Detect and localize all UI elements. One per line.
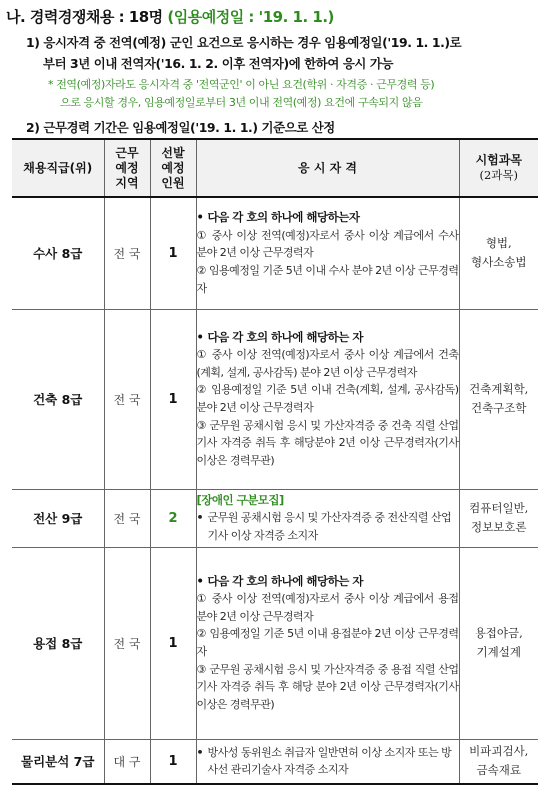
qualification-item: ② 임용예정일 기준 5년 이내 용접분야 2년 이상 근무경력자 bbox=[196, 627, 459, 658]
region-cell: 전 국 bbox=[104, 309, 150, 489]
subject-name: 용접야금, bbox=[474, 626, 523, 640]
bullet-icon: • bbox=[196, 511, 204, 525]
bullet-icon: • bbox=[196, 573, 204, 588]
position-cell: 수사 8급 bbox=[12, 197, 104, 309]
subject-name: 형법, bbox=[485, 236, 512, 251]
subjects-cell bbox=[459, 489, 538, 547]
position-cell: 용접 8급 bbox=[12, 547, 104, 739]
position-cell: 건축 8급 bbox=[12, 309, 104, 489]
section-title bbox=[6, 6, 334, 27]
subject-name: 금속재료 bbox=[476, 763, 521, 778]
subjects-cell bbox=[459, 197, 538, 309]
title-text: 나. 경력경쟁채용 : 18명 bbox=[6, 8, 168, 26]
subjects-cell bbox=[459, 547, 538, 739]
qualification-item: ② 임용예정일 기준 5년 이내 수사 분야 2년 이상 근무경력자 bbox=[196, 264, 459, 295]
table-row bbox=[12, 489, 538, 547]
count-cell: 1 bbox=[150, 197, 196, 309]
note-item-1 bbox=[26, 32, 538, 74]
header-subjects: 시험과목 (2과목) bbox=[459, 139, 538, 197]
region-cell: 전 국 bbox=[104, 197, 150, 309]
heading-text: 다음 각 호의 하나에 해당하는 자 bbox=[207, 573, 363, 588]
bullet-icon: • bbox=[196, 210, 204, 225]
region-cell: 대 구 bbox=[104, 739, 150, 784]
count-cell: 1 bbox=[150, 547, 196, 739]
qualification-heading: [장애인 구분모집] bbox=[196, 492, 284, 507]
region-cell: 전 국 bbox=[104, 547, 150, 739]
qualification-cell bbox=[196, 547, 459, 739]
subject-name: 형사소송법 bbox=[470, 255, 527, 270]
position-cell: 물리분석 7급 bbox=[12, 739, 104, 784]
bullet-text: 방사성 동위원소 취급자 일반면허 이상 소지자 또는 방사선 관리기술사 자격증 소지자 bbox=[207, 745, 452, 777]
recruitment-table bbox=[12, 138, 538, 785]
qualification-bullet bbox=[197, 744, 459, 779]
header-count: 선발 예정 인원 bbox=[150, 139, 196, 197]
subjects-cell bbox=[459, 309, 538, 489]
note-item-1-line-2: 부터 3년 이내 전역자('16. 1. 2. 이후 전역자)에 한하여 응시 가능 bbox=[43, 56, 394, 71]
header-qualification: 응 시 자 격 bbox=[196, 139, 459, 197]
subjects-cell bbox=[459, 739, 538, 784]
subject-name: 기계설계 bbox=[476, 645, 521, 659]
qualification-cell bbox=[196, 489, 459, 547]
qualification-item: ① 중사 이상 전역(예정)자로서 중사 이상 계급에서 수사 분야 2년 이상 근무경력자 bbox=[196, 228, 459, 260]
count-cell: 1 bbox=[150, 739, 196, 784]
qualification-cell bbox=[196, 197, 459, 309]
subject-name: 정보보호론 bbox=[470, 520, 527, 534]
asterisk-note-line-2: 으로 응시할 경우, 임용예정일로부터 3년 이내 전역(예정) 요건에 구속되지 않음 bbox=[60, 96, 423, 109]
position-cell: 전산 9급 bbox=[12, 489, 104, 547]
qualification-item: ③ 군무원 공채시험 응시 및 가산자격증 중 용접 직렬 산업기사 자격증 취득 후 해당 분야 2년 이상 근무경력자(기사 이상은 경력무관) bbox=[196, 662, 459, 711]
region-cell: 전 국 bbox=[104, 489, 150, 547]
subject-name: 비파괴검사, bbox=[469, 744, 529, 759]
table-header-row bbox=[12, 139, 538, 197]
qualification-heading bbox=[197, 329, 459, 347]
appointment-date: (임용예정일 : '19. 1. 1.) bbox=[167, 8, 334, 26]
qualification-item: ① 중사 이상 전역(예정)자로서 중사 이상 계급에서 건축(계획, 설계, 공사감독) 분야 2년 이상 근무경력자 bbox=[196, 348, 459, 379]
asterisk-note-line-1: * 전역(예정)자라도 응시자격 중 '전역군인' 이 아닌 요건(학위 · 자격증 · 근무경력 등) bbox=[48, 78, 435, 91]
header-position: 채용직급(위) bbox=[12, 139, 104, 197]
bullet-text: 군무원 공채시험 응시 및 가산자격증 중 전산직렬 산업기사 이상 자격증 소지자 bbox=[207, 511, 452, 542]
table-row bbox=[12, 739, 538, 784]
count-cell: 1 bbox=[150, 309, 196, 489]
heading-text: 다음 각 호의 하나에 해당하는자 bbox=[207, 210, 360, 225]
count-cell: 2 bbox=[150, 489, 196, 547]
heading-text: 다음 각 호의 하나에 해당하는 자 bbox=[207, 329, 363, 344]
subject-name: 건축구조학 bbox=[470, 401, 527, 415]
qualification-cell bbox=[196, 739, 459, 784]
qualification-heading bbox=[197, 209, 459, 227]
bullet-icon: • bbox=[196, 329, 204, 344]
qualification-item: ② 임용예정일 기준 5년 이내 건축(계획, 설계, 공사감독)분야 2년 이상 근무경력자 bbox=[196, 383, 459, 414]
qualification-heading bbox=[197, 573, 459, 591]
table-row bbox=[12, 309, 538, 489]
qualification-item: ③ 군무원 공채시험 응시 및 가산자격증 중 건축 직렬 산업기사 자격증 취득 후 해당분야 2년 이상 근무경력자(기사 이상은 경력무관) bbox=[196, 418, 459, 467]
qualification-cell bbox=[196, 309, 459, 489]
asterisk-note bbox=[48, 76, 538, 112]
table-row bbox=[12, 547, 538, 739]
header-region: 근무 예정 지역 bbox=[104, 139, 150, 197]
subject-name: 건축계획학, bbox=[469, 382, 529, 396]
qualification-item: ① 중사 이상 전역(예정)자로서 중사 이상 계급에서 용접 분야 2년 이상 근무경력자 bbox=[196, 592, 459, 623]
note-item-1-line-1: 1) 응시자격 중 전역(예정) 군인 요건으로 응시하는 경우 임용예정일('19. 1. 1.)로 bbox=[26, 35, 462, 50]
subject-name: 컴퓨터일반, bbox=[469, 501, 529, 515]
qualification-bullet bbox=[197, 509, 459, 544]
note-item-2: 2) 근무경력 기간은 임용예정일('19. 1. 1.) 기준으로 산정 bbox=[26, 120, 335, 135]
table-row bbox=[12, 197, 538, 309]
bullet-icon: • bbox=[196, 745, 204, 759]
